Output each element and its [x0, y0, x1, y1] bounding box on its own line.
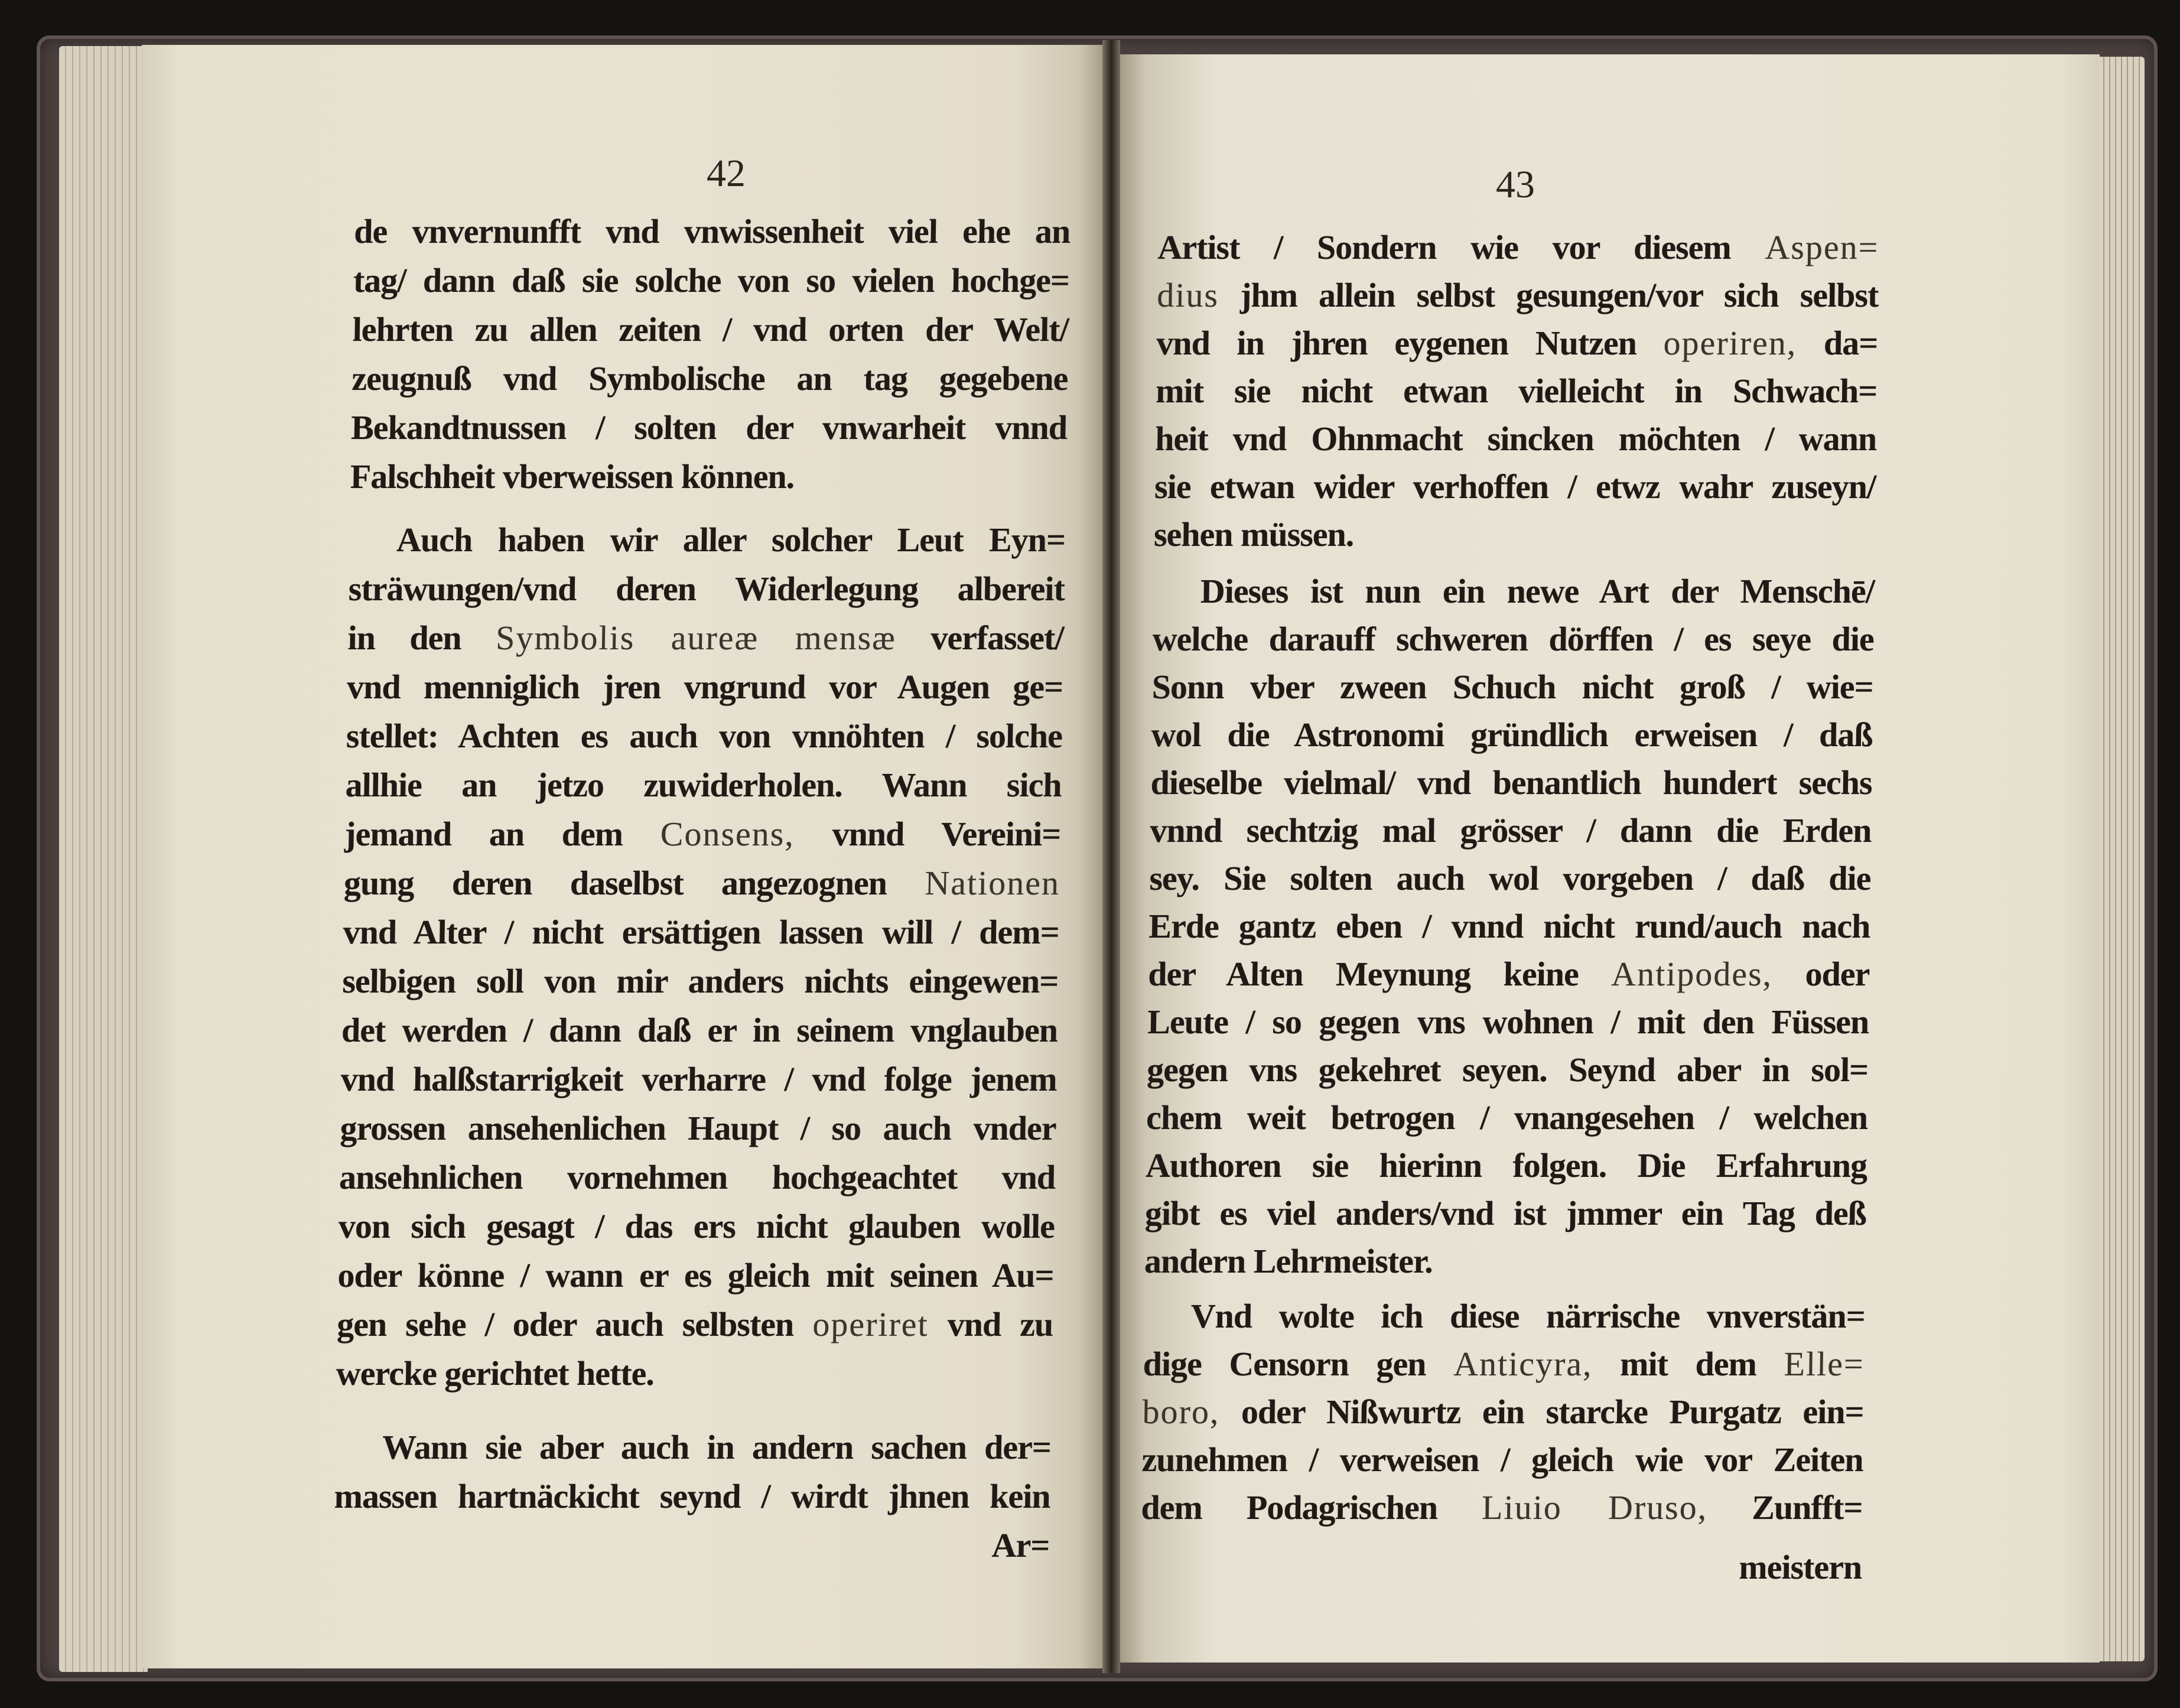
paragraph-start-line: Auch haben wir aller solcher Leut Eyn= — [396, 520, 1066, 559]
text-segment: der Alten Meynung keine — [1147, 955, 1612, 993]
text-line: vnd menniglich jren vngrund vor Augen ge= — [346, 668, 1063, 706]
left-page-text — [333, 207, 1071, 1570]
text-segment: in den — [347, 619, 496, 657]
text-line: zunehmen / verweisen / gleich wie vor Zeiten — [1141, 1440, 1864, 1479]
text-line: grossen ansehenlichen Haupt / so auch vnder — [339, 1109, 1057, 1147]
text-segment: vnd zu — [928, 1305, 1053, 1343]
text-line — [337, 1300, 1053, 1349]
antiqua-text: Nationen — [924, 864, 1060, 902]
text-line — [347, 613, 1064, 662]
text-segment: gung deren daselbst angezognen — [343, 864, 925, 902]
text-segment: jemand an dem — [344, 815, 661, 853]
text-line: massen hartnäckicht seynd / wirdt jhnen kein — [334, 1477, 1051, 1515]
paragraph-start-line: Vnd wolte ich diese närrische vnverstän= — [1190, 1297, 1866, 1335]
text-line: allhie an jetzo zuwiderholen. Wann sich — [345, 766, 1062, 804]
text-segment: jhm allein selbst gesungen/vor sich selbst — [1218, 276, 1879, 314]
text-line: de vnvernunfft vnd vnwissenheit viel ehe an — [353, 212, 1071, 250]
text-line: sträwungen/vnd deren Widerlegung albereit — [348, 570, 1065, 608]
text-line: mit sie nicht etwan vielleicht in Schwach= — [1155, 372, 1878, 410]
antiqua-text: Elle= — [1784, 1345, 1865, 1383]
text-segment: dige Censorn gen — [1143, 1345, 1454, 1383]
text-line — [1157, 271, 1879, 319]
text-segment: Artist / Sondern wie vor diesem — [1157, 228, 1765, 266]
text-line: lehrten zu allen zeiten / vnd orten der Welt/ — [352, 310, 1069, 349]
text-segment: oder — [1772, 955, 1870, 993]
text-segment: Zunfft= — [1707, 1488, 1863, 1527]
text-line — [1142, 1388, 1864, 1436]
text-segment: mit dem — [1592, 1345, 1785, 1383]
text-line — [1141, 1483, 1863, 1531]
antiqua-text: Aspen= — [1765, 228, 1879, 266]
text-segment: vnnd Vereini= — [794, 815, 1061, 853]
text-segment: gen sehe / oder auch selbsten — [336, 1305, 813, 1343]
antiqua-text: Liuio Druso, — [1481, 1488, 1708, 1527]
text-line: det werden / dann daß er in seinem vnglauben — [341, 1011, 1058, 1049]
text-line: Erde gantz eben / vnnd nicht rund/auch nach — [1148, 907, 1870, 945]
text-line: vnd Alter / nicht ersättigen lassen will / dem= — [343, 913, 1060, 951]
text-line — [1143, 1340, 1865, 1388]
catchword: Ar= — [991, 1526, 1050, 1564]
text-line: dieselbe vielmal/ vnd benantlich hundert sechs — [1150, 763, 1873, 802]
antiqua-text: operiret — [812, 1305, 929, 1343]
text-line: andern Lehrmeister. — [1144, 1242, 1433, 1280]
text-line: von sich gesagt / das ers nicht glauben wolle — [338, 1207, 1055, 1245]
text-line: heit vnd Ohnmacht sincken möchten / wann — [1154, 419, 1877, 458]
text-line: Sonn vber zween Schuch nicht groß / wie= — [1151, 668, 1874, 706]
text-line — [343, 858, 1060, 907]
antiqua-text: dius — [1156, 276, 1219, 314]
catchword: meistern — [1738, 1548, 1862, 1586]
text-line: Leute / so gegen vns wohnen / mit den Füssen — [1147, 1003, 1869, 1041]
text-line — [1156, 319, 1878, 367]
antiqua-text: Anticyra, — [1453, 1345, 1593, 1383]
gutter-shadow — [1102, 40, 1120, 1673]
text-line: Authoren sie hierinn folgen. Die Erfahrung — [1145, 1146, 1867, 1185]
text-line: wol die Astronomi gründlich erweisen / daß — [1151, 715, 1873, 754]
text-line: tag/ dann daß sie solche von so vielen hochge= — [353, 261, 1070, 300]
right-page-number: 43 — [1496, 163, 1535, 206]
text-segment: verfasset/ — [896, 619, 1065, 657]
text-line: sie etwan wider verhoffen / etwz wahr zuseyn/ — [1154, 467, 1876, 506]
antiqua-text: boro, — [1142, 1393, 1220, 1431]
left-page-edges — [59, 46, 148, 1672]
antiqua-text: operiren, — [1663, 324, 1797, 362]
antiqua-text: Symbolis aureæ mensæ — [495, 619, 897, 657]
text-line: gibt es viel anders/vnd ist jmmer ein Tag deß — [1144, 1194, 1867, 1232]
text-line — [1148, 950, 1870, 998]
text-line: Falschheit vberweissen können. — [350, 457, 795, 496]
text-line: sehen müssen. — [1153, 515, 1354, 554]
left-page-number: 42 — [707, 152, 746, 195]
text-segment: oder Nißwurtz ein starcke Purgatz ein= — [1219, 1393, 1865, 1431]
text-line — [1157, 223, 1879, 271]
text-line: ansehnlichen vornehmen hochgeachtet vnd — [339, 1158, 1056, 1196]
text-line: vnd halßstarrigkeit verharre / vnd folge jenem — [340, 1060, 1058, 1098]
text-line: oder könne / wann er es gleich mit seinen Au= — [337, 1256, 1055, 1294]
text-line: chem weit betrogen / vnangesehen / welchen — [1146, 1098, 1868, 1137]
text-segment: dem Podagrischen — [1141, 1488, 1482, 1527]
text-line: gegen vns gekehret seyen. Seynd aber in sol= — [1146, 1050, 1869, 1089]
antiqua-text: Consens, — [660, 815, 795, 853]
text-line: wercke gerichtet hette. — [336, 1354, 655, 1393]
text-line: welche darauff schweren dörffen / es seye die — [1152, 620, 1875, 658]
paragraph-start-line: Dieses ist nun ein newe Art der Menschē/ — [1200, 572, 1875, 610]
text-line: stellet: Achten es auch von vnnöhten / solche — [346, 717, 1063, 755]
antiqua-text: Antipodes, — [1610, 955, 1773, 993]
text-line: selbigen soll von mir anders nichts eingewen= — [341, 962, 1059, 1000]
text-line: vnnd sechtzig mal grösser / dann die Erden — [1150, 811, 1872, 850]
right-page-text — [1140, 223, 1879, 1591]
text-segment: da= — [1796, 324, 1878, 362]
text-line: sey. Sie solten auch wol vorgeben / daß die — [1149, 859, 1871, 897]
text-segment: vnd in jhren eygenen Nutzen — [1156, 324, 1664, 362]
right-page-edges — [2098, 57, 2145, 1661]
text-line: zeugnuß vnd Symbolische an tag gegebene — [351, 359, 1068, 398]
paragraph-start-line: Wann sie aber auch in andern sachen der= — [382, 1428, 1052, 1466]
text-line — [344, 809, 1061, 858]
text-line: Bekandtnussen / solten der vnwarheit vnnd — [350, 408, 1068, 447]
